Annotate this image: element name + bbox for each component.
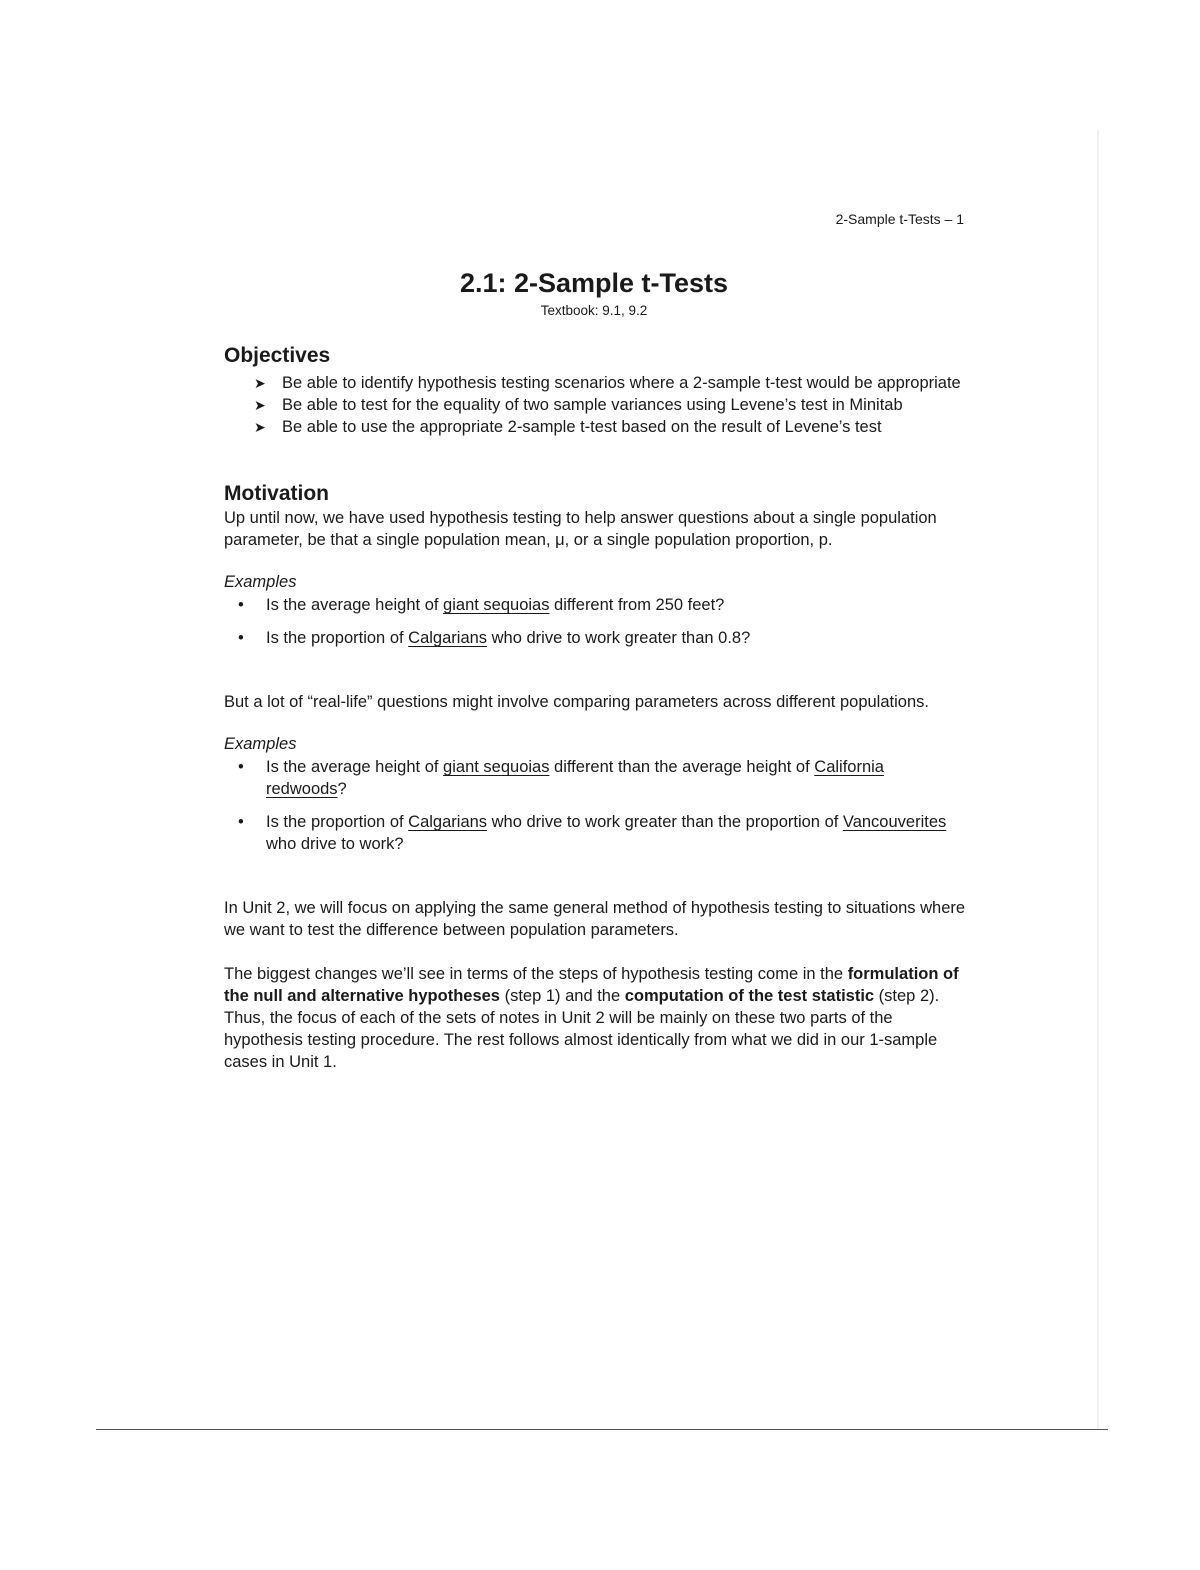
- objectives-list: [224, 372, 969, 438]
- bullet-icon: •: [238, 813, 244, 831]
- motivation-heading: Motivation: [224, 482, 329, 505]
- underlined-term: giant sequoias: [443, 758, 550, 776]
- examples-list: [224, 594, 969, 649]
- page-title: 2.1: 2-Sample t-Tests: [459, 268, 729, 298]
- objectives-heading: Objectives: [224, 344, 331, 367]
- underlined-term: Calgarians: [408, 813, 488, 831]
- paragraph-biggest-changes: [224, 963, 969, 1073]
- underlined-term: giant sequoias: [443, 596, 550, 614]
- motivation-intro: Up until now, we have used hypothesis testing to help answer questions about a single population parameter, be that a single population mean, μ, or a single population proportion, p.: [224, 509, 937, 549]
- example-item: [224, 811, 969, 855]
- example-text: who drive to work?: [266, 835, 404, 853]
- objectives-section: [224, 342, 969, 438]
- bullet-icon: •: [238, 596, 244, 614]
- motivation-section: [224, 480, 969, 1073]
- examples-label: Examples: [224, 735, 297, 753]
- example-item: [224, 756, 969, 800]
- objective-text: Be able to test for the equality of two sample variances using Levene’s test in Minitab: [282, 396, 903, 414]
- scan-edge: [1097, 130, 1099, 1430]
- arrow-bullet-icon: ➤: [254, 397, 266, 413]
- example-text: different from 250 feet?: [549, 596, 725, 614]
- paragraph-text: The biggest changes we’ll see in terms of the steps of hypothesis testing come in the: [224, 965, 848, 983]
- arrow-bullet-icon: ➤: [254, 419, 266, 435]
- example-text: Is the average height of: [266, 596, 444, 614]
- page-content: [224, 342, 969, 1073]
- page-bottom-rule: [96, 1429, 1108, 1430]
- objective-item: [224, 416, 969, 438]
- objective-text: Be able to use the appropriate 2-sample t-test based on the result of Levene’s test: [282, 418, 882, 436]
- bold-term: formulation of the null and alternative hypotheses: [224, 965, 959, 1005]
- examples-list: [224, 756, 969, 855]
- underlined-term: California redwoods: [266, 758, 884, 798]
- textbook-reference: Textbook: 9.1, 9.2: [540, 303, 648, 318]
- paragraph-text: (step 1) and the: [499, 987, 625, 1005]
- examples-label: Examples: [224, 573, 297, 591]
- example-text: different than the average height of: [549, 758, 815, 776]
- example-text: who drive to work greater than the proportion of: [487, 813, 843, 831]
- example-text: Is the proportion of: [266, 813, 409, 831]
- example-text: Is the average height of: [266, 758, 444, 776]
- paragraph-text: (step 2). Thus, the focus of each of the sets of notes in Unit 2 will be mainly on these two parts of the hypothesis testing procedure. The rest follows almost identically from what we did in our 1-sample cases in Unit 1.: [224, 987, 940, 1071]
- example-text: ?: [337, 780, 347, 798]
- example-text: who drive to work greater than 0.8?: [487, 629, 751, 647]
- arrow-bullet-icon: ➤: [254, 375, 266, 391]
- paragraph-real-life: But a lot of “real-life” questions might involve comparing parameters across different populations.: [224, 693, 929, 711]
- bullet-icon: •: [238, 758, 244, 776]
- bold-term: computation of the test statistic: [624, 987, 875, 1005]
- example-item: [224, 627, 969, 649]
- underlined-term: Calgarians: [408, 629, 488, 647]
- bullet-icon: •: [238, 629, 244, 647]
- paragraph-unit-2: In Unit 2, we will focus on applying the same general method of hypothesis testing to situations where we want to test the difference between population parameters.: [224, 899, 966, 939]
- objective-item: [224, 372, 969, 394]
- example-item: [224, 594, 969, 616]
- running-head: 2-Sample t-Tests – 1: [835, 211, 964, 227]
- example-text: Is the proportion of: [266, 629, 409, 647]
- underlined-term: Vancouverites: [842, 813, 947, 831]
- objective-text: Be able to identify hypothesis testing scenarios where a 2-sample t-test would be appropriate: [282, 374, 961, 392]
- objective-item: [224, 394, 969, 416]
